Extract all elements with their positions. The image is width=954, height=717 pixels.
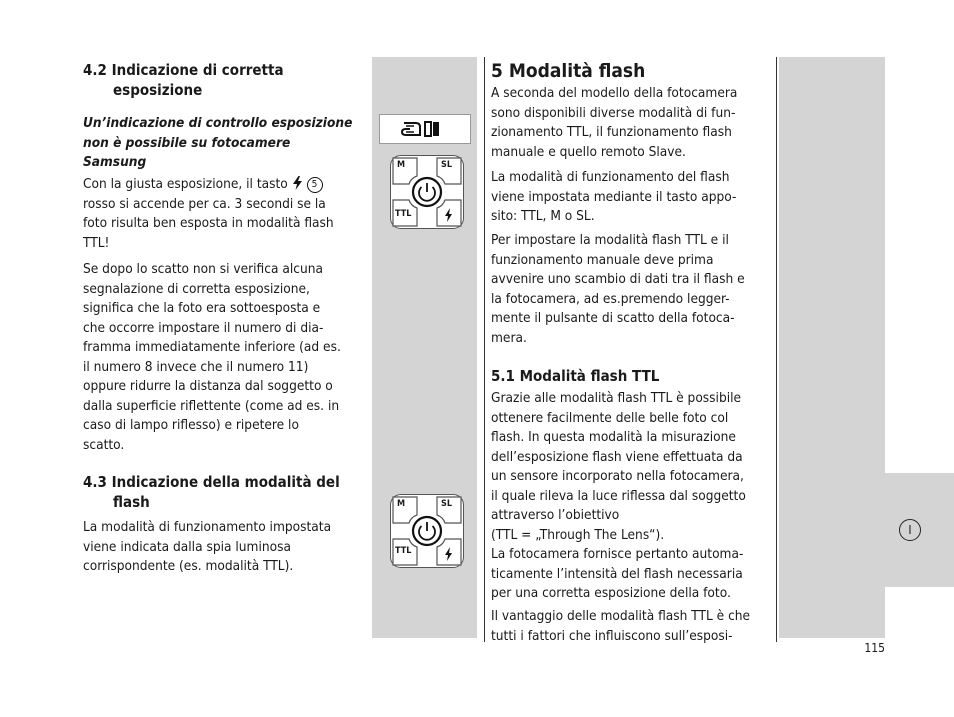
mode-label-ttl-lit: TTL bbox=[395, 546, 412, 556]
flash-icon bbox=[292, 176, 303, 190]
paragraph: Se dopo lo scatto non si verifica alcuna segnalazione di corretta esposizione, significa che la foto era sottoesposta e che occorre impostare il numero di dia- framma immediatamente inferiore (ad es. il numero 8 invece che il numero 11) oppure ridurre la distanza dal soggetto o dalla superficie riflettente (come ad es. in caso di lampo riflesso) e ripetere lo scatto. bbox=[83, 261, 341, 453]
paragraph: Con la giusta esposizione, il tasto 5 rosso si accende per ca. 3 secondi se la foto risulta ben esposta in modalità flash TTL! bbox=[83, 176, 334, 251]
circled-number: 5 bbox=[307, 177, 323, 193]
paragraph: A seconda del modello della fotocamera sono disponibili diverse modalità di fun- zionamento TTL, il funzionamento flash manuale e quello remoto Slave. bbox=[491, 85, 738, 160]
paragraph: Grazie alle modalità flash TTL è possibile ottenere facilmente delle belle foto col flash. In questa modalità la misurazione dell’esposizione flash viene effettuata da un sensore incorporato nella fotocamera, il quale rileva la luce riflessa dal soggetto attraverso l’obiettivo (TTL = „Through The Lens“). La fotocamera fornisce pertanto automa- ticamente l’intensità del flash necessaria per una corretta esposizione della foto. bbox=[491, 390, 746, 601]
paragraph: Per impostare la modalità flash TTL e il funzionamento manuale deve prima avvenire uno scambio di dati tra il flash e la fotocamera, ad es.premendo legger- mente il pulsante di scatto della fotoca- mera. bbox=[491, 232, 745, 346]
page-number: 115 bbox=[864, 641, 885, 655]
language-tab-label: I bbox=[899, 519, 921, 541]
warning-note: Un’indicazione di controllo esposizione non è possibile su fotocamere Samsung bbox=[83, 115, 353, 170]
mode-label-sl: SL bbox=[441, 499, 452, 509]
column-divider bbox=[484, 57, 485, 642]
heading-4-2: 4.2 Indicazione di corretta esposizione bbox=[83, 61, 284, 99]
mode-label-ttl: TTL bbox=[395, 209, 412, 219]
paragraph: La modalità di funzionamento del flash viene impostata mediante il tasto appo- sito: TTL, M o SL. bbox=[491, 169, 737, 224]
mode-label-m: M bbox=[397, 499, 406, 509]
note-icon bbox=[379, 114, 471, 144]
heading-5-1: 5.1 Modalità flash TTL bbox=[491, 367, 660, 385]
heading-5: 5 Modalità flash bbox=[491, 60, 646, 82]
mode-button-panel-1 bbox=[390, 155, 464, 229]
mode-button-panel-2 bbox=[390, 494, 464, 568]
mode-label-m: M bbox=[397, 160, 406, 170]
paragraph: Il vantaggio delle modalità flash TTL è che tutti i fattori che influiscono sull’esposi- bbox=[491, 608, 751, 644]
right-margin-band bbox=[779, 57, 885, 638]
heading-4-3: 4.3 Indicazione della modalità del flash bbox=[83, 473, 340, 511]
paragraph: La modalità di funzionamento impostata viene indicata dalla spia luminosa corrispondente (es. modalità TTL). bbox=[83, 519, 332, 574]
mode-label-sl: SL bbox=[441, 160, 452, 170]
